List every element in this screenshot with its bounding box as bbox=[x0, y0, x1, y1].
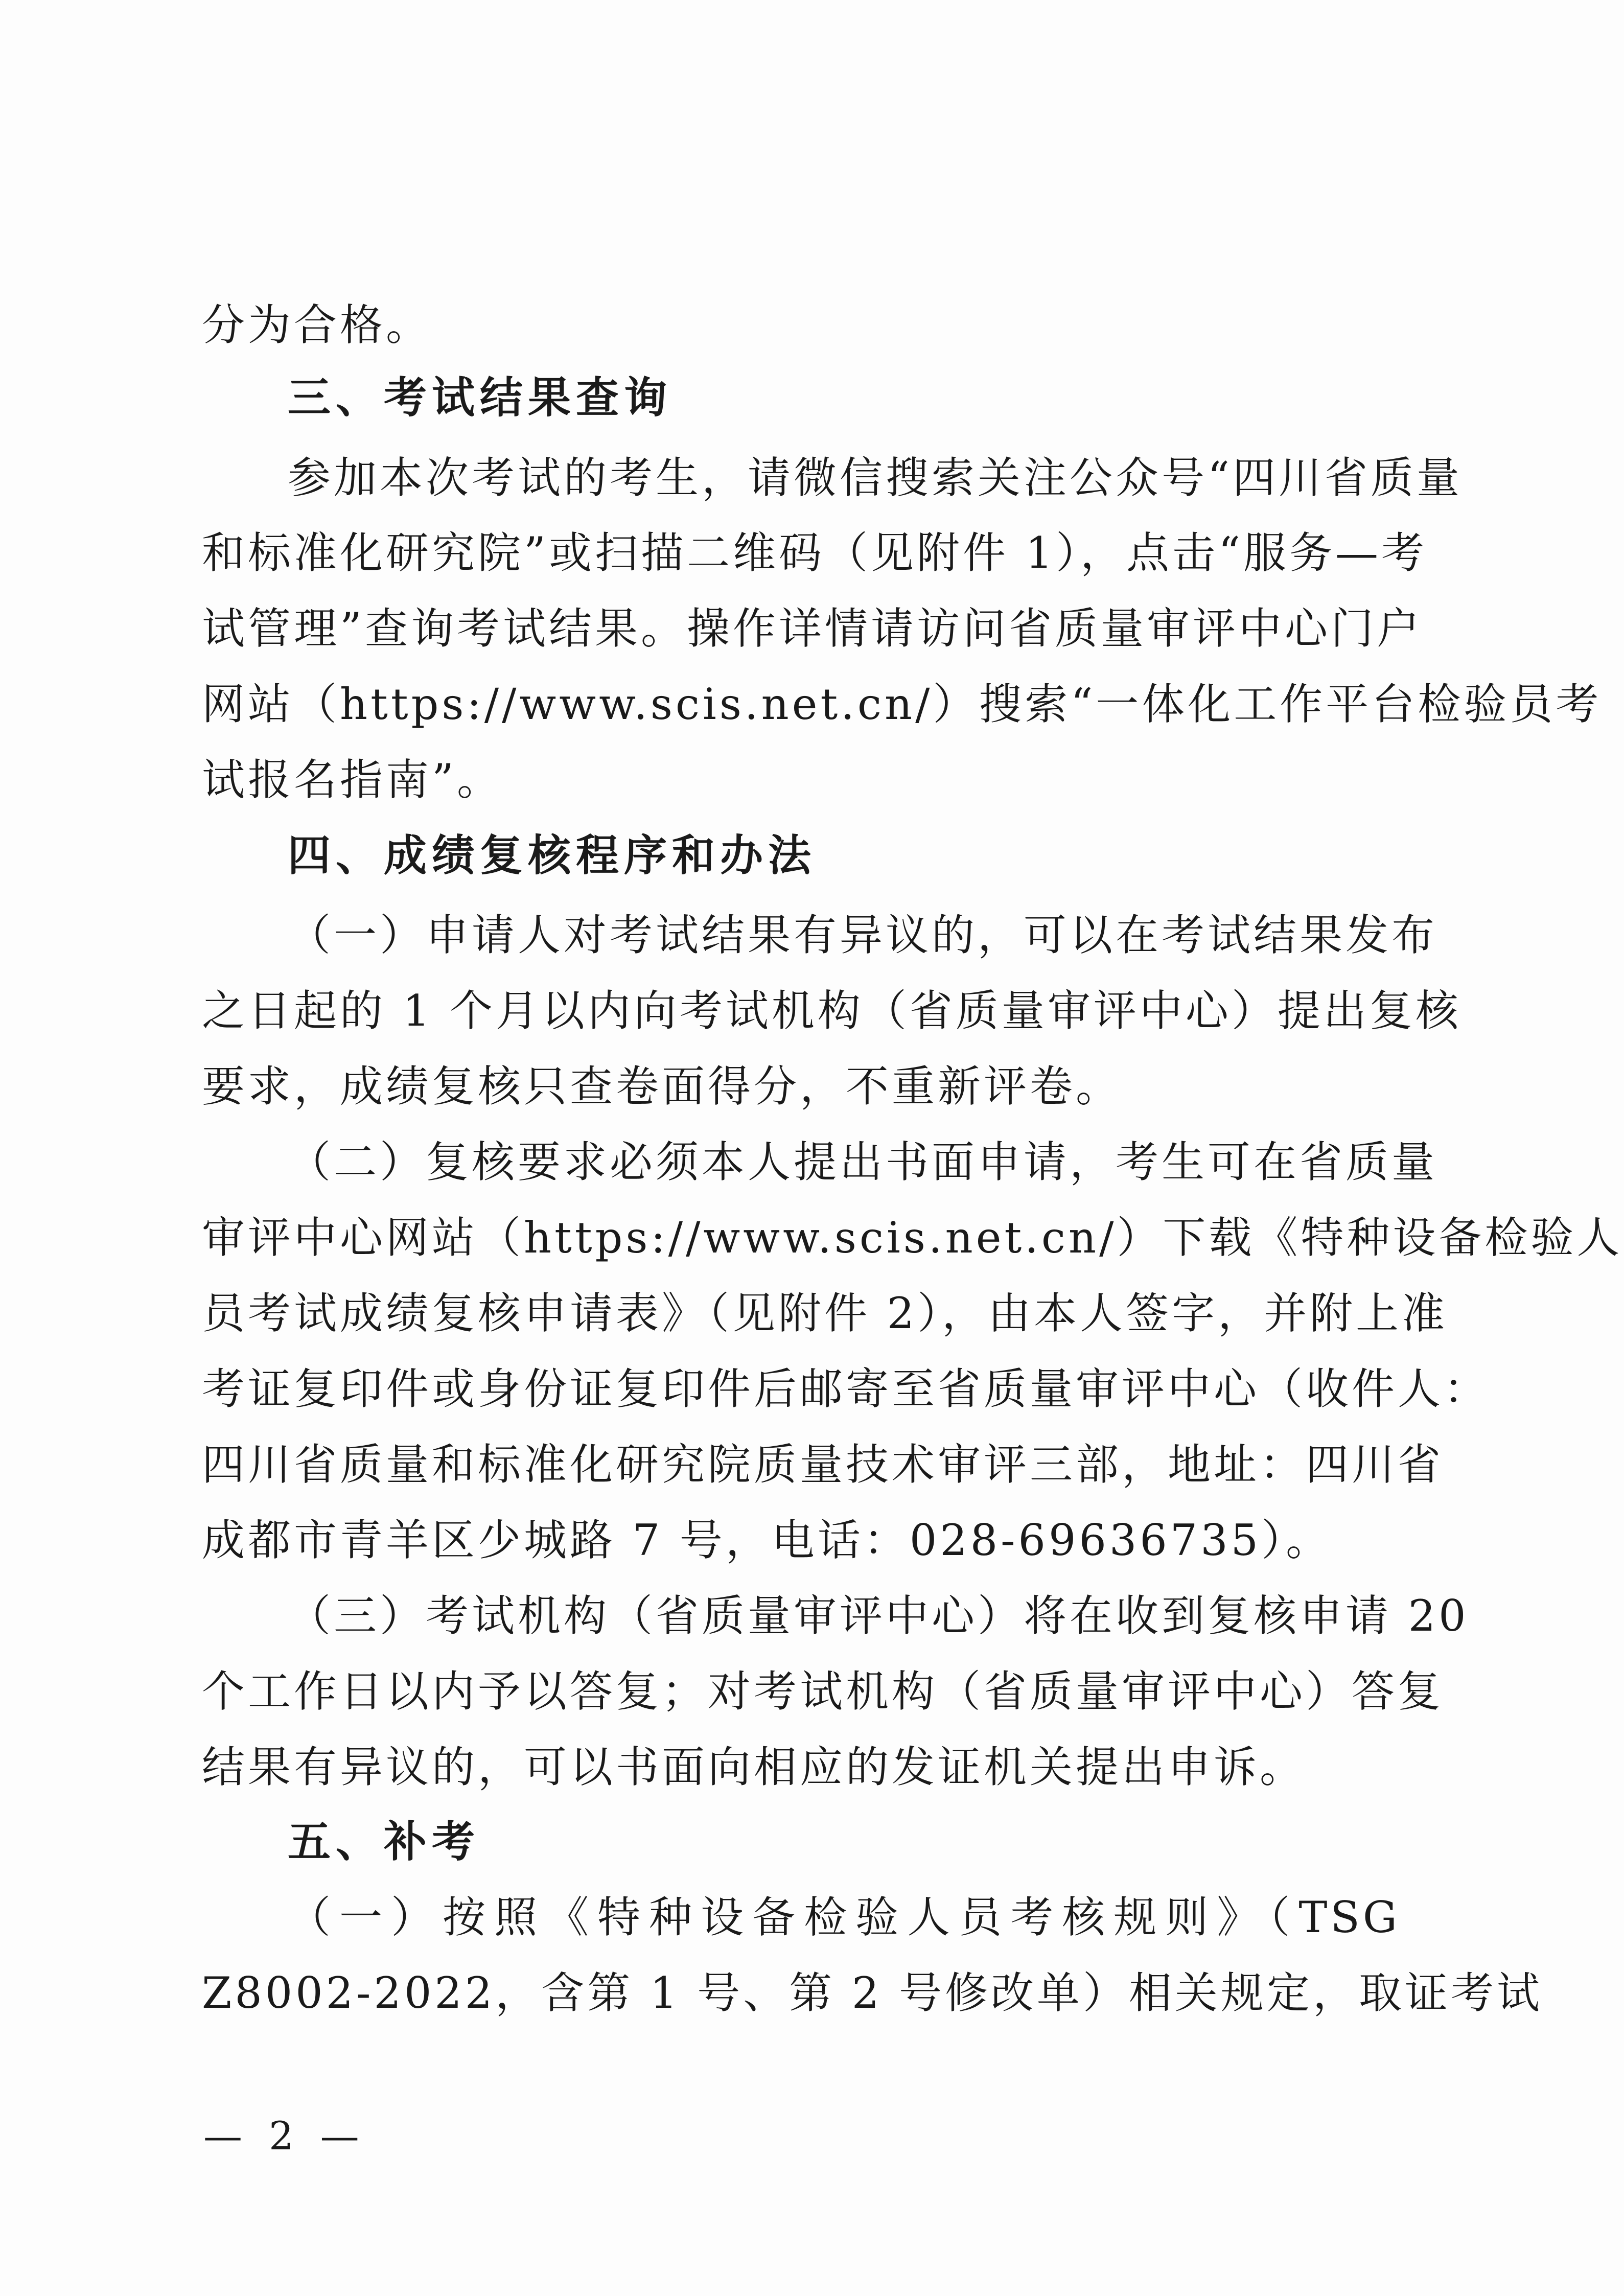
paragraph-line: （三）考试机构（省质量审评中心）将在收到复核申请 20 bbox=[288, 1591, 1469, 1641]
paragraph-line: 网站（https://www.scis.net.cn/）搜索“一体化工作平台检验员考 bbox=[202, 679, 1602, 729]
paragraph-line: 审评中心网站（https://www.scis.net.cn/）下载《特种设备检验人 bbox=[202, 1213, 1623, 1263]
section-heading-makeup-exam: 五、补考 bbox=[288, 1817, 480, 1867]
page-number: — 2 — bbox=[203, 2113, 366, 2159]
paragraph-line: 结果有异议的，可以书面向相应的发证机关提出申诉。 bbox=[202, 1742, 1306, 1792]
paragraph-line: 和标准化研究院”或扫描二维码（见附件 1），点击“服务—考 bbox=[202, 528, 1428, 578]
paragraph-line: 试管理”查询考试结果。操作详情请访问省质量审评中心门户 bbox=[202, 604, 1423, 654]
paragraph-line: 成都市青羊区少城路 7 号，电话：028-69636735）。 bbox=[202, 1515, 1332, 1565]
paragraph-line: 之日起的 1 个月以内向考试机构（省质量审评中心）提出复核 bbox=[202, 986, 1461, 1036]
paragraph-line: （二）复核要求必须本人提出书面申请，考生可在省质量 bbox=[288, 1137, 1438, 1187]
paragraph-line: 个工作日以内予以答复；对考试机构（省质量审评中心）答复 bbox=[202, 1666, 1444, 1717]
paragraph-line: Z8002-2022，含第 1 号、第 2 号修改单）相关规定，取证考试 bbox=[202, 1968, 1543, 2018]
paragraph-line: 试报名指南”。 bbox=[202, 755, 503, 805]
paragraph-line: 四川省质量和标准化研究院质量技术审评三部，地址：四川省 bbox=[202, 1440, 1444, 1490]
section-heading-results-query: 三、考试结果查询 bbox=[288, 373, 672, 423]
paragraph-line: 分为合格。 bbox=[202, 300, 432, 350]
paragraph-line: 参加本次考试的考生，请微信搜索关注公众号“四川省质量 bbox=[288, 453, 1463, 503]
paragraph-line: 员考试成绩复核申请表》（见附件 2），由本人签字，并附上准 bbox=[202, 1288, 1448, 1338]
paragraph-line: （一）按照《特种设备检验人员考核规则》（TSG bbox=[288, 1892, 1400, 1942]
paragraph-line: 要求，成绩复核只查卷面得分，不重新评卷。 bbox=[202, 1061, 1122, 1111]
paragraph-line: （一）申请人对考试结果有异议的，可以在考试结果发布 bbox=[288, 910, 1438, 960]
section-heading-review-procedure: 四、成绩复核程序和办法 bbox=[288, 830, 817, 880]
paragraph-line: 考证复印件或身份证复印件后邮寄至省质量审评中心（收件人： bbox=[202, 1364, 1490, 1414]
